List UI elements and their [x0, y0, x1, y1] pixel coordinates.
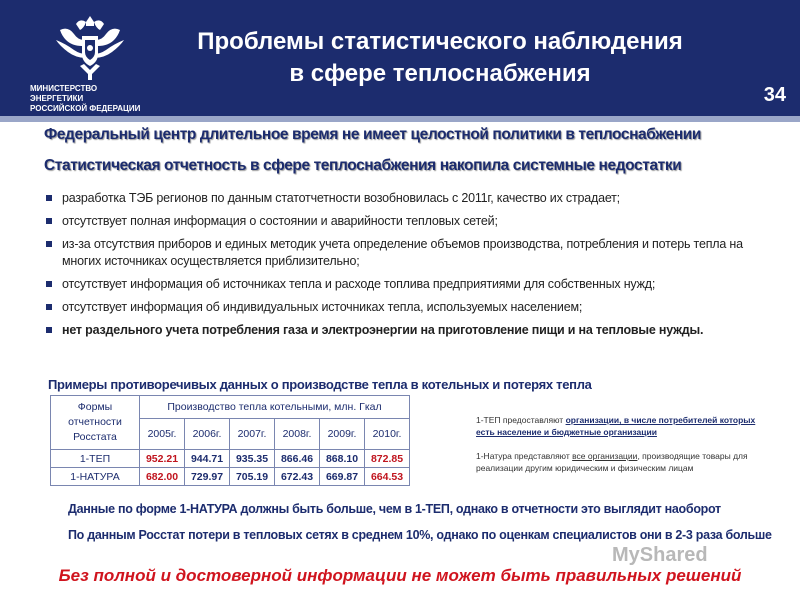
conclusion-2: По данным Росстат потери в тепловых сетях в среднем 10%, однако по оценкам специалистов они в 2-3 раза больше [68, 528, 772, 542]
table-row [51, 450, 410, 468]
table-cell: 669.87 [320, 468, 365, 486]
table-cell: 682.00 [140, 468, 185, 486]
year-header: 2005г. [140, 419, 185, 450]
watermark: MyShared [612, 544, 708, 566]
heading-policy: Федеральный центр длительное время не имеет целостной политики в теплоснабжении [44, 126, 702, 143]
table-cell: 729.97 [185, 468, 230, 486]
heading-reporting: Статистическая отчетность в сфере теплоснабжения накопила системные недостатки [44, 157, 682, 174]
slide-title [160, 26, 720, 90]
table-cell: 866.46 [275, 450, 320, 468]
year-header: 2010г. [365, 419, 410, 450]
table-cell: 872.85 [365, 450, 410, 468]
header-stripe [0, 116, 800, 122]
page-number: 34 [763, 84, 786, 106]
table-cell: 672.43 [275, 468, 320, 486]
bullet-icon [46, 218, 52, 224]
list-item: отсутствует информация об индивидуальных источниках тепла, используемых населением; [44, 299, 772, 316]
note-1-tep: 1-ТЕП предоставляют организации, в числе потребителей которых есть население и бюджетные организации [476, 415, 756, 437]
bullet-icon [46, 327, 52, 333]
note-1-natura: 1-Натура представляют все организации, производящие товары для реализации другим юридическим и физическим лицам [476, 451, 748, 473]
list-item: отсутствует полная информация о состоянии и аварийности тепловых сетей; [44, 213, 772, 230]
list-item: отсутствует информация об источниках тепла и расходе топлива предприятиями для собственных нужд; [44, 276, 772, 293]
problems-list [44, 190, 772, 345]
table-cell: 868.10 [320, 450, 365, 468]
table-cell: 705.19 [230, 468, 275, 486]
conclusion-1: Данные по форме 1-НАТУРА должны быть больше, чем в 1-ТЕП, однако в отчетности это выглядит наоборот [68, 502, 721, 516]
bullet-icon [46, 195, 52, 201]
row-label: 1-НАТУРА [51, 468, 140, 486]
forms-header-cell: Формы отчетности Росстата [51, 396, 140, 450]
list-item: из-за отсутствия приборов и единых методик учета определение объемов производства, потребления и потерь тепла на многих источниках осуществляется приблизительно; [44, 236, 772, 270]
year-header: 2006г. [185, 419, 230, 450]
title-line-2: в сфере теплоснабжения [289, 60, 591, 87]
title-line-1: Проблемы статистического наблюдения [197, 28, 683, 55]
bullet-icon [46, 304, 52, 310]
bullet-icon [46, 241, 52, 247]
ministry-line-2: РОССИЙСКОЙ ФЕДЕРАЦИИ [30, 104, 141, 113]
header-bar [0, 0, 800, 116]
year-header: 2007г. [230, 419, 275, 450]
table-cell: 944.71 [185, 450, 230, 468]
list-item: нет раздельного учета потребления газа и электроэнергии на приготовление пищи и на тепловые нужды. [44, 322, 772, 339]
ministry-line-1: МИНИСТЕРСТВО ЭНЕРГЕТИКИ [30, 84, 98, 103]
heat-production-table [50, 395, 410, 486]
table-row [51, 468, 410, 486]
year-header: 2008г. [275, 419, 320, 450]
examples-title: Примеры противоречивых данных о производстве тепла в котельных и потерях тепла [48, 377, 592, 392]
table-cell: 952.21 [140, 450, 185, 468]
table-cell: 664.53 [365, 468, 410, 486]
table-cell: 935.35 [230, 450, 275, 468]
ministry-name [30, 84, 152, 114]
bullet-icon [46, 281, 52, 287]
year-header: 2009г. [320, 419, 365, 450]
russian-eagle-emblem-icon [52, 10, 128, 84]
footer-slogan: Без полной и достоверной информации не может быть правильных решений [58, 566, 742, 585]
list-item: разработка ТЭБ регионов по данным статотчетности возобновилась с 2011г, качество их страдает; [44, 190, 772, 207]
row-label: 1-ТЕП [51, 450, 140, 468]
group-header: Производство тепла котельными, млн. Гкал [140, 396, 410, 419]
